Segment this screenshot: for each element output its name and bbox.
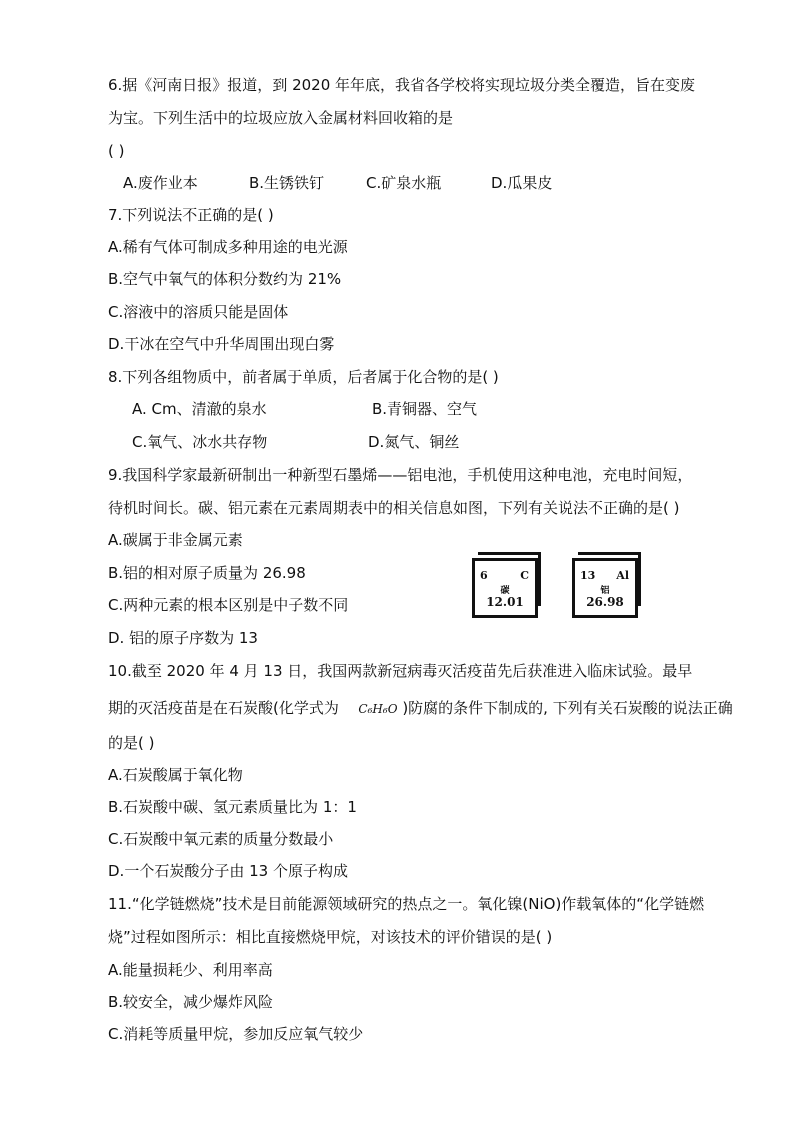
q8-option-c: C.氧气、冰水共存物 [132, 433, 268, 451]
q9-option-c: C.两种元素的根本区别是中子数不同 [108, 596, 349, 614]
q6-answer-paren: ( ) [108, 142, 125, 160]
q6-option-a: A.废作业本 [123, 174, 198, 192]
q10-stem-line1: 10.截至 2020 年 4 月 13 日，我国两款新冠病毒灭活疫苗先后获准进入临床试验。最早 [108, 662, 693, 680]
aluminum-name: 铝 [600, 586, 610, 596]
q8-option-d: D.氮气、铜丝 [368, 433, 460, 451]
q9-option-d: D. 铝的原子序数为 13 [108, 629, 258, 647]
q11-stem-line1: 11.“化学链燃烧”技术是目前能源领域研究的热点之一。氧化镍(NiO)作载氧体的“化学链燃 [108, 895, 705, 913]
q10-stem-line2 [108, 698, 733, 719]
phenol-formula: C₆H₆O [358, 702, 398, 716]
q6-option-b: B.生锈铁钉 [249, 174, 325, 192]
q9-option-b: B.铝的相对原子质量为 26.98 [108, 564, 306, 582]
q6-stem-line2: 为宝。下列生活中的垃圾应放入金属材料回收箱的是 [108, 109, 454, 127]
q10-stem-line2-part1: 期的灭活疫苗是在石炭酸(化学式为 [108, 699, 339, 717]
q6-option-c: C.矿泉水瓶 [366, 174, 442, 192]
aluminum-tile [572, 558, 638, 618]
aluminum-number: 13 [580, 569, 596, 582]
q8-option-a: A. Cm、清澈的泉水 [132, 400, 267, 418]
q10-option-a: A.石炭酸属于氧化物 [108, 766, 243, 784]
q7-option-b: B.空气中氧气的体积分数约为 21% [108, 270, 342, 288]
carbon-tile [472, 558, 538, 618]
q7-option-c: C.溶液中的溶质只能是固体 [108, 303, 289, 321]
carbon-name: 碳 [500, 586, 510, 596]
q9-stem-line2: 待机时间长。碳、铝元素在元素周期表中的相关信息如图，下列有关说法不正确的是( ) [108, 499, 680, 517]
q11-option-b: B.较安全，减少爆炸风险 [108, 993, 274, 1011]
q7-option-d: D.干冰在空气中升华周围出现白雾 [108, 335, 335, 353]
q11-option-c: C.消耗等质量甲烷，参加反应氧气较少 [108, 1025, 364, 1043]
q11-option-a: A.能量损耗少、利用率高 [108, 961, 273, 979]
q10-option-d: D.一个石炭酸分子由 13 个原子构成 [108, 862, 348, 880]
q7-stem: 7.下列说法不正确的是( ) [108, 206, 274, 224]
q8-stem: 8.下列各组物质中，前者属于单质，后者属于化合物的是( ) [108, 368, 499, 386]
q6-option-d: D.瓜果皮 [491, 174, 553, 192]
carbon-mass: 12.01 [486, 595, 524, 609]
q6-stem-line1: 6.据《河南日报》报道，到 2020 年年底，我省各学校将实现垃圾分类全覆造，旨在变废 [108, 76, 696, 94]
q9-option-a: A.碳属于非金属元素 [108, 531, 243, 549]
q7-option-a: A.稀有气体可制成多种用途的电光源 [108, 238, 348, 256]
aluminum-mass: 26.98 [586, 595, 624, 609]
carbon-number: 6 [480, 569, 488, 582]
q9-stem-line1: 9.我国科学家最新研制出一种新型石墨烯——铝电池，手机使用这种电池，充电时间短， [108, 466, 693, 484]
q10-option-c: C.石炭酸中氧元素的质量分数最小 [108, 830, 334, 848]
q11-stem-line2: 烧”过程如图所示：相比直接燃烧甲烷，对该技术的评价错误的是( ) [108, 928, 553, 946]
q10-stem-line2-part2: )防腐的条件下制成的, 下列有关石炭酸的说法正确 [402, 699, 733, 717]
q10-stem-line3: 的是( ) [108, 734, 155, 752]
q8-option-b: B.青铜器、空气 [372, 400, 478, 418]
aluminum-symbol: Al [616, 569, 629, 582]
q10-option-b: B.石炭酸中碳、氢元素质量比为 1：1 [108, 798, 357, 816]
carbon-symbol: C [520, 569, 529, 582]
